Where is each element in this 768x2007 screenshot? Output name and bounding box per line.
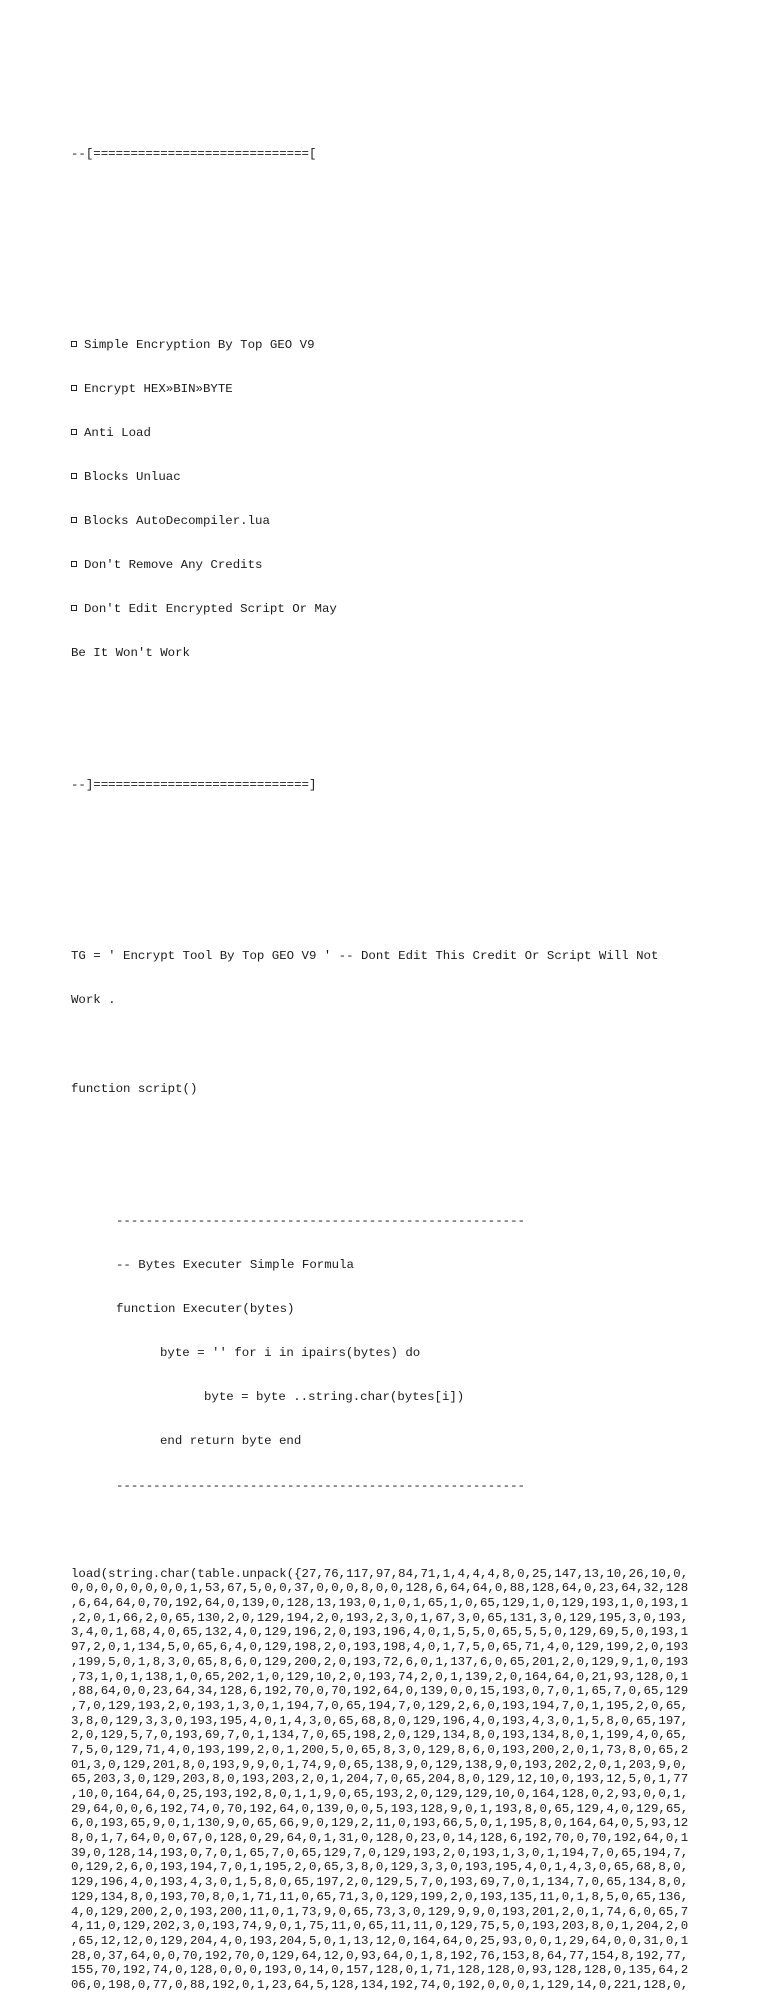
byte-data-line: 28,0,37,64,0,0,70,192,70,0,129,64,12,0,93,64,0,1,8,192,76,153,8,64,77,154,8,192,77, [71,1948,689,1963]
feature-item: Blocks Unluac [71,470,697,485]
code-end: end return byte end [160,1434,302,1449]
square-bullet-icon [71,561,77,567]
byte-data-line: 4,11,0,129,202,3,0,193,74,9,0,1,75,11,0,65,11,11,0,129,75,5,0,193,203,8,0,1,204,2,0 [71,1919,689,1934]
code-comment: -- Bytes Executer Simple Formula [116,1258,354,1273]
byte-data-line: ,6,64,64,0,70,192,64,0,139,0,128,13,193,0,1,0,1,65,1,0,65,129,1,0,129,193,1,0,193,1 [71,1596,689,1611]
byte-data-line: ,7,0,129,193,2,0,193,1,3,0,1,194,7,0,65,194,7,0,129,2,6,0,193,194,7,0,1,195,2,0,65, [71,1698,689,1713]
square-bullet-icon [71,429,77,435]
square-bullet-icon [71,517,77,523]
square-bullet-icon [71,385,77,391]
byte-data-line: ,2,0,1,66,2,0,65,130,2,0,129,194,2,0,193,2,3,0,1,67,3,0,65,131,3,0,129,195,3,0,193, [71,1610,689,1625]
top-spacer [71,29,697,117]
feature-item-continuation: Be It Won't Work [71,646,190,661]
function-declaration: function script() [71,1081,198,1096]
byte-data-line: ,73,1,0,1,138,1,0,65,202,1,0,129,10,2,0,193,74,2,0,1,139,2,0,164,64,0,21,93,128,0,1 [71,1669,689,1684]
code-divider-bottom: ------------------------------------------------------- [116,1478,525,1493]
code-divider-top: ------------------------------------------------------- [116,1213,525,1228]
byte-data-line: 0,0,0,0,0,0,0,0,1,53,67,5,0,0,37,0,0,0,8,0,0,128,6,64,64,0,88,128,64,0,23,64,32,128 [71,1581,689,1596]
feature-item: Encrypt HEX»BIN»BYTE [71,382,697,397]
code-loop: byte = '' for i in ipairs(bytes) do [160,1346,421,1361]
code-loop-body: byte = byte ..string.char(bytes[i]) [204,1390,465,1405]
byte-data-line: ,65,12,12,0,129,204,4,0,193,204,5,0,1,13,12,0,164,64,0,25,93,0,0,1,29,64,0,0,31,0,1 [71,1933,689,1948]
byte-data-line: 3,4,0,1,68,4,0,65,132,4,0,129,196,2,0,193,196,4,0,1,5,5,0,65,5,5,0,129,69,5,0,193,1 [71,1625,689,1640]
executer-code-block [71,1185,697,1523]
byte-data-line: 155,70,192,74,0,128,0,0,0,193,0,14,0,157,128,0,1,71,128,128,0,93,128,128,0,135,64,2 [71,1963,689,1978]
feature-item: Don't Remove Any Credits [71,558,697,573]
byte-data-line: 06,0,198,0,77,0,88,192,0,1,23,64,5,128,134,192,74,0,192,0,0,0,1,129,14,0,221,128,0, [71,1977,689,1992]
byte-data-line: 39,0,128,14,193,0,7,0,1,65,7,0,65,129,7,0,129,193,2,0,193,1,3,0,1,194,7,0,65,194,7, [71,1845,689,1860]
byte-data-line: 29,64,0,0,6,192,74,0,70,192,64,0,139,0,0,5,193,128,9,0,1,193,8,0,65,129,4,0,129,65, [71,1801,689,1816]
byte-data-line: load(string.char(table.unpack({27,76,117,97,84,71,1,4,4,4,8,0,25,147,13,10,26,10,0, [71,1566,689,1581]
byte-data-line: 7,5,0,129,71,4,0,193,199,2,0,1,200,5,0,65,8,3,0,129,8,6,0,193,200,2,0,1,73,8,0,65,2 [71,1742,689,1757]
header-separator-close: --]=============================] [71,778,317,793]
byte-data-line: ,10,0,164,64,0,25,193,192,8,0,1,1,9,0,65,193,2,0,129,129,10,0,164,128,0,2,93,0,0,1, [71,1787,689,1802]
byte-data-line: 2,0,129,5,7,0,193,69,7,0,1,134,7,0,65,198,2,0,129,134,8,0,193,134,8,0,1,199,4,0,65, [71,1728,689,1743]
code-function-header: function Executer(bytes) [116,1302,295,1317]
square-bullet-icon [71,473,77,479]
script-document [71,0,697,2007]
square-bullet-icon [71,341,77,347]
byte-data-line: 0,129,2,6,0,193,194,7,0,1,195,2,0,65,3,8,0,129,3,3,0,193,195,4,0,1,4,3,0,65,68,8,0, [71,1860,689,1875]
feature-list [71,308,697,690]
credit-line-continuation: Work . [71,993,116,1008]
byte-data-line: ,199,5,0,1,8,3,0,65,8,6,0,129,200,2,0,193,72,6,0,1,137,6,0,65,201,2,0,129,9,1,0,193 [71,1654,689,1669]
feature-item: Anti Load [71,426,697,441]
header-separator-open: --[=============================[ [71,146,317,161]
byte-data-line: 6,0,193,65,9,0,1,130,9,0,65,66,9,0,129,2,11,0,193,66,5,0,1,195,8,0,164,64,0,5,93,12 [71,1816,689,1831]
feature-item: Don't Edit Encrypted Script Or May [71,602,697,617]
feature-item: Simple Encryption By Top GEO V9 [71,338,697,353]
byte-data-line: 3,8,0,129,3,3,0,193,195,4,0,1,4,3,0,65,68,8,0,129,196,4,0,193,4,3,0,1,5,8,0,65,197, [71,1713,689,1728]
byte-data-line: 65,203,3,0,129,203,8,0,193,203,2,0,1,204,7,0,65,204,8,0,129,12,10,0,193,12,5,0,1,77 [71,1772,689,1787]
byte-data-line: ,88,64,0,0,23,64,34,128,6,192,70,0,70,192,64,0,139,0,0,15,193,0,7,0,1,65,7,0,65,129 [71,1684,689,1699]
byte-data-line: 129,196,4,0,193,4,3,0,1,5,8,0,65,197,2,0,129,5,7,0,193,69,7,0,1,134,7,0,65,134,8,0, [71,1875,689,1890]
feature-item: Blocks AutoDecompiler.lua [71,514,697,529]
byte-data-line: 01,3,0,129,201,8,0,193,9,9,0,1,74,9,0,65,138,9,0,129,138,9,0,193,202,2,0,1,203,9,0, [71,1757,689,1772]
square-bullet-icon [71,605,77,611]
byte-data-line: 129,134,8,0,193,70,8,0,1,71,11,0,65,71,3,0,129,199,2,0,193,135,11,0,1,8,5,0,65,136, [71,1889,689,1904]
byte-data-line: 97,2,0,1,134,5,0,65,6,4,0,129,198,2,0,193,198,4,0,1,7,5,0,65,71,4,0,129,199,2,0,193 [71,1640,689,1655]
credit-line: TG = ' Encrypt Tool By Top GEO V9 ' -- Dont Edit This Credit Or Script Will Not [71,949,659,964]
load-bytes-block [71,1567,697,1993]
byte-data-line: 4,0,129,200,2,0,193,200,11,0,1,73,9,0,65,73,3,0,129,9,9,0,193,201,2,0,1,74,6,0,65,7 [71,1904,689,1919]
byte-data-line: 8,0,1,7,64,0,0,67,0,128,0,29,64,0,1,31,0,128,0,23,0,14,128,6,192,70,0,70,192,64,0,1 [71,1831,689,1846]
